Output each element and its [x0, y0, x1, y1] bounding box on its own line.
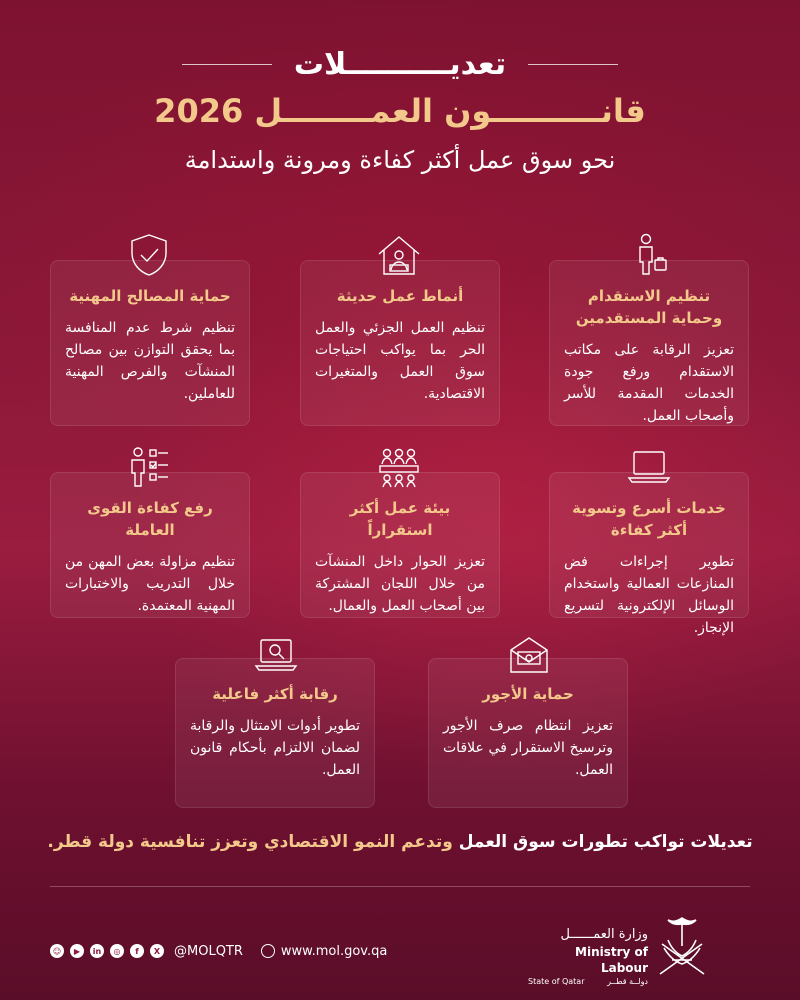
card-body: تنظيم العمل الجزئي والعمل الحر بما يواكب احتياجات سوق العمل والمتغيرات الاقتصادية.: [315, 320, 485, 402]
website-link[interactable]: www.mol.gov.qa: [280, 943, 388, 959]
closing-statement: [0, 832, 800, 852]
card-effective-inspection: [175, 658, 375, 808]
facebook-icon[interactable]: f: [130, 944, 144, 958]
card-body: تنظيم شرط عدم المنافسة بما يحقق التوازن بين مصالح المنشآت والفرص المهنية للعاملين.: [65, 320, 235, 402]
qatar-emblem-logo: [650, 912, 714, 982]
card-faster-services: [549, 472, 749, 636]
card-body: تطوير أدوات الامتثال والرقابة لضمان الالتزام بأحكام قانون العمل.: [190, 718, 360, 778]
card-wage-protection: [428, 658, 628, 808]
kicker-rule-left: [182, 64, 272, 65]
page-title: قانــــــــــون العمــــــــل 2026: [154, 92, 646, 130]
card-modern-work: [300, 260, 500, 426]
card-title: أنماط عمل حديثة: [336, 287, 464, 305]
state-name-en: State of Qatar: [528, 977, 585, 986]
card-body: تطوير إجراءات فض المنازعات العمالية واستخدام الوسائل الإلكترونية لتسريع الإنجاز.: [564, 554, 734, 636]
header-kicker: تعديــــــــــلات: [293, 46, 507, 82]
closing-part-1: تعديلات تواكب تطورات سوق العمل: [452, 832, 753, 852]
card-title: رقابة أكثر فاعلية: [212, 685, 338, 703]
page-tagline: نحو سوق عمل أكثر كفاءة ومرونة واستدامة: [184, 146, 616, 174]
social-handle[interactable]: @MOLQTR: [174, 943, 243, 959]
linkedin-icon[interactable]: in: [90, 944, 104, 958]
kicker-rule-right: [528, 64, 618, 65]
footer-divider: [50, 886, 750, 887]
snapchat-icon[interactable]: ☺: [50, 944, 64, 958]
ministry-name-ar: وزارة العمــــــل: [560, 927, 648, 942]
x-icon[interactable]: X: [150, 944, 164, 958]
card-title: حماية المصالح المهنية: [69, 287, 231, 305]
card-title: تنظيم الاستقدام وحماية المستقدمين: [575, 287, 723, 327]
card-body: تعزيز انتظام صرف الأجور وترسيخ الاستقرار في علاقات العمل.: [443, 718, 613, 778]
card-body: تنظيم مزاولة بعض المهن من خلال التدريب والاختبارات المهنية المعتمدة.: [65, 554, 235, 614]
card-title: بيئة عمل أكثر استقراراً: [349, 499, 451, 539]
youtube-icon[interactable]: ▶: [70, 944, 84, 958]
ministry-name: [528, 926, 648, 988]
state-line: [528, 976, 648, 988]
footer-social: [50, 938, 387, 964]
card-stable-environment: [300, 472, 500, 618]
card-title: خدمات أسرع وتسوية أكثر كفاءة: [572, 499, 726, 539]
card-body: تعزيز الرقابة على مكاتب الاستقدام ورفع جودة الخدمات المقدمة للأسر وأصحاب العمل.: [564, 342, 734, 424]
card-professional-interests: [50, 260, 250, 426]
ministry-name-en: Ministry of Labour: [575, 945, 648, 975]
state-name-ar: دولــة قطــر: [607, 977, 648, 986]
card-recruitment: [549, 260, 749, 426]
card-body: تعزيز الحوار داخل المنشآت من خلال اللجان المشتركة بين أصحاب العمل والعمال.: [315, 554, 485, 614]
card-workforce-efficiency: [50, 472, 250, 618]
card-title: رفع كفاءة القوى العاملة: [87, 499, 213, 539]
instagram-icon[interactable]: ◎: [110, 944, 124, 958]
header-kicker-row: [0, 44, 800, 84]
closing-part-2: وتدعم النمو الاقتصادي وتعزز تنافسية دولة قطر.: [47, 832, 453, 852]
globe-icon: [261, 944, 275, 958]
card-title: حماية الأجور: [482, 685, 574, 703]
